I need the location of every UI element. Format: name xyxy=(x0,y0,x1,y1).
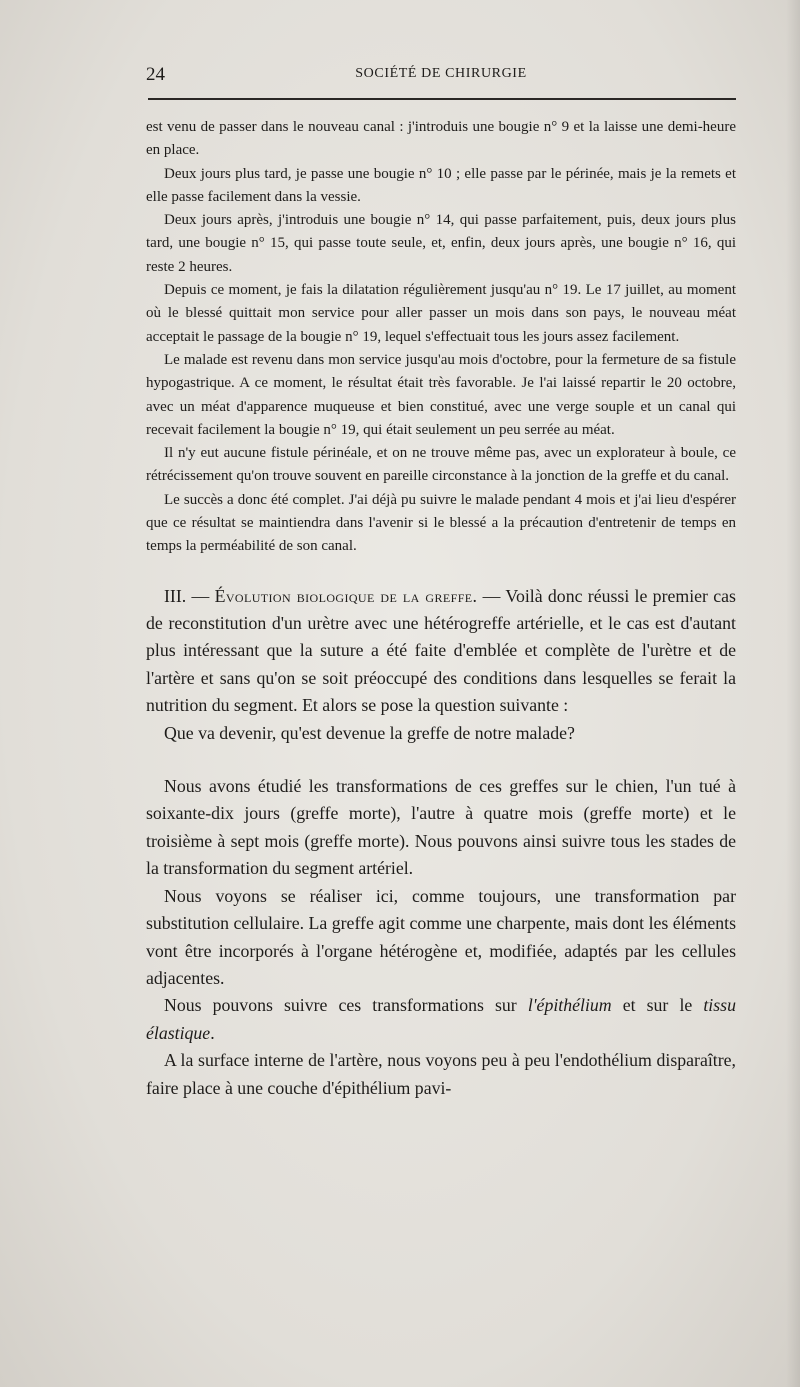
italic-term: l'épithélium xyxy=(527,995,612,1016)
text-run: Nous pouvons suivre ces transformations sur xyxy=(164,995,528,1016)
paragraph: Deux jours après, j'introduis une bougie n° 14, qui passe parfaitement, puis, deux jours plus tard, une bougie n° 15, qui passe toute seule, et, enfin, deux jours après, une bougie n° 16, qui reste 2 heures. xyxy=(146,212,736,275)
section-heading: Évolution biologique de la greffe. xyxy=(214,585,478,606)
page-edge-shadow xyxy=(786,0,800,1387)
paragraph: Nous voyons se réaliser ici, comme toujours, une transformation par substitution cellulaire. La greffe agit comme une charpente, mais dont les éléments vont être incorporés à l'organe hétérogène et, modifiée, adaptés par les cellules adjacentes. xyxy=(146,885,736,988)
paragraph: A la surface interne de l'artère, nous voyons peu à peu l'endothélium disparaître, faire place à une couche d'épithélium pavi- xyxy=(146,1050,736,1098)
header-rule xyxy=(148,98,736,100)
page-header xyxy=(146,62,736,88)
body-text xyxy=(146,116,736,1102)
text-run: . xyxy=(210,1022,215,1043)
section-number: III. — xyxy=(164,585,215,606)
paragraph: Le malade est revenu dans mon service jusqu'au mois d'octobre, pour la fermeture de sa fistule hypogastrique. A ce moment, le résultat était très favorable. Je l'ai laissé repartir le 20 octobre, avec un méat d'apparence muqueuse et bien constitué, avec une verge souple et un canal qui recevait facilement la bougie n° 19, qui était seulement un peu serrée au méat. xyxy=(146,351,736,438)
paragraph: Nous avons étudié les transformations de ces greffes sur le chien, l'un tué à soixante-dix jours (greffe morte), l'autre à quatre mois (greffe morte) et le troisième à sept mois (greffe morte). Nous pouvons ainsi suivre tous les stades de la transformation du segment artériel. xyxy=(146,776,736,879)
paragraph: est venu de passer dans le nouveau canal : j'introduis une bougie n° 9 et la laisse une demi-heure en place. xyxy=(146,119,736,159)
section-text: — Voilà donc réussi le premier cas de reconstitution d'un urètre avec une hétérogreffe artérielle, et le cas est d'autant plus intéressant que la suture a été faite d'emblée et complète de l'urètre et de l'artère et sans qu'on se soit préoccupé des conditions dans lesquelles se ferait la nutrition du segment. Et alors se pose la question suivante : xyxy=(146,585,736,716)
paragraph: Deux jours plus tard, je passe une bougie n° 10 ; elle passe par le périnée, mais je la remets et elle passe facilement dans la vessie. xyxy=(146,165,736,205)
running-title: SOCIÉTÉ DE CHIRURGIE xyxy=(355,66,527,81)
paragraph: Il n'y eut aucune fistule périnéale, et on ne trouve même pas, avec un explorateur à boule, ce rétrécissement qu'on trouve souvent en pareille circonstance à la jonction de la greffe et du canal. xyxy=(146,445,736,485)
paragraph: Le succès a donc été complet. J'ai déjà pu suivre le malade pendant 4 mois et j'ai lieu d'espérer que ce résultat se maintiendra dans l'avenir si le blessé a la précaution d'entretenir de temps en temps la perméabilité de son canal. xyxy=(146,491,736,555)
italic-term: tissu élastique xyxy=(146,995,736,1043)
paragraph xyxy=(146,992,736,1047)
biological-evolution-section xyxy=(146,583,736,1102)
section-iii-paragraph xyxy=(146,583,736,720)
question-paragraph: Que va devenir, qu'est devenue la greffe de notre malade? xyxy=(164,722,575,743)
case-report-section xyxy=(146,116,736,559)
text-run: et sur le xyxy=(611,995,704,1016)
page-number: 24 xyxy=(146,64,165,85)
paragraph: Depuis ce moment, je fais la dilatation régulièrement jusqu'au n° 19. Le 17 juillet, au moment où le blessé quittait mon service pour aller passer un mois dans son pays, le nouveau méat acceptait le passage de la bougie n° 19, lequel s'effectuait tous les jours assez facilement. xyxy=(146,282,736,345)
